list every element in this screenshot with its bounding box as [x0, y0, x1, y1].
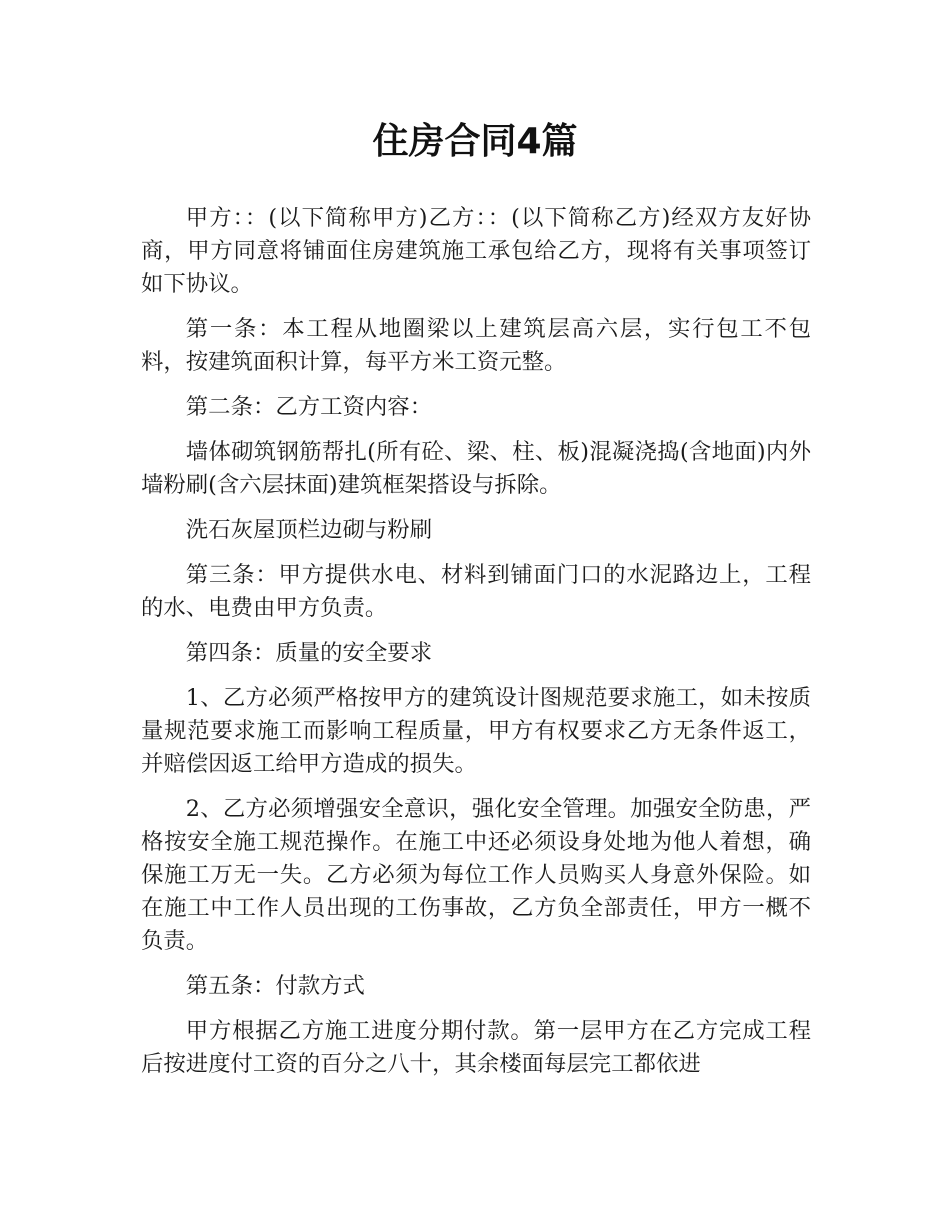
- paragraph-article-3: 第三条：甲方提供水电、材料到铺面门口的水泥路边上，工程的水、电费由甲方负责。: [141, 562, 811, 621]
- paragraph-article-4-item-1: 1、乙方必须严格按甲方的建筑设计图规范要求施工，如未按质量规范要求施工而影响工程质量，甲方有权要求乙方无条件返工，并赔偿因返工给甲方造成的损失。: [141, 685, 811, 777]
- paragraph-article-2-heading: 第二条：乙方工资内容：: [185, 394, 433, 420]
- document-body: [141, 202, 811, 1093]
- paragraph-article-1: 第一条：本工程从地圈梁以上建筑层高六层，实行包工不包料，按建筑面积计算，每平方米工资元整。: [141, 316, 811, 375]
- document-title: 住房合同4篇: [372, 121, 578, 162]
- paragraph-article-4-heading: 第四条：质量的安全要求: [185, 640, 433, 666]
- paragraph-intro: 甲方：：(以下简称甲方)乙方：：(以下简称乙方)经双方友好协商，甲方同意将铺面住房建筑施工承包给乙方，现将有关事项签订如下协议。: [141, 205, 811, 297]
- paragraph-article-4-item-2: 2、乙方必须增强安全意识，强化安全管理。加强安全防患，严格按安全施工规范操作。在施工中还必须设身处地为他人着想，确保施工万无一失。乙方必须为每位工作人员购买人身意外保险。如在施工中工作人员出现的工伤事故，乙方负全部责任，甲方一概不负责。: [141, 796, 811, 954]
- paragraph-article-2-content: 墙体砌筑钢筋帮扎(所有砼、梁、柱、板)混凝浇捣(含地面)内外墙粉刷(含六层抹面)建筑框架搭设与拆除。: [141, 439, 811, 498]
- paragraph-article-2-extra: 洗石灰屋顶栏边砌与粉刷: [185, 517, 433, 543]
- paragraph-article-5-content: 甲方根据乙方施工进度分期付款。第一层甲方在乙方完成工程后按进度付工资的百分之八十，其余楼面每层完工都依进: [141, 1018, 811, 1077]
- paragraph-article-5-heading: 第五条：付款方式: [185, 973, 365, 999]
